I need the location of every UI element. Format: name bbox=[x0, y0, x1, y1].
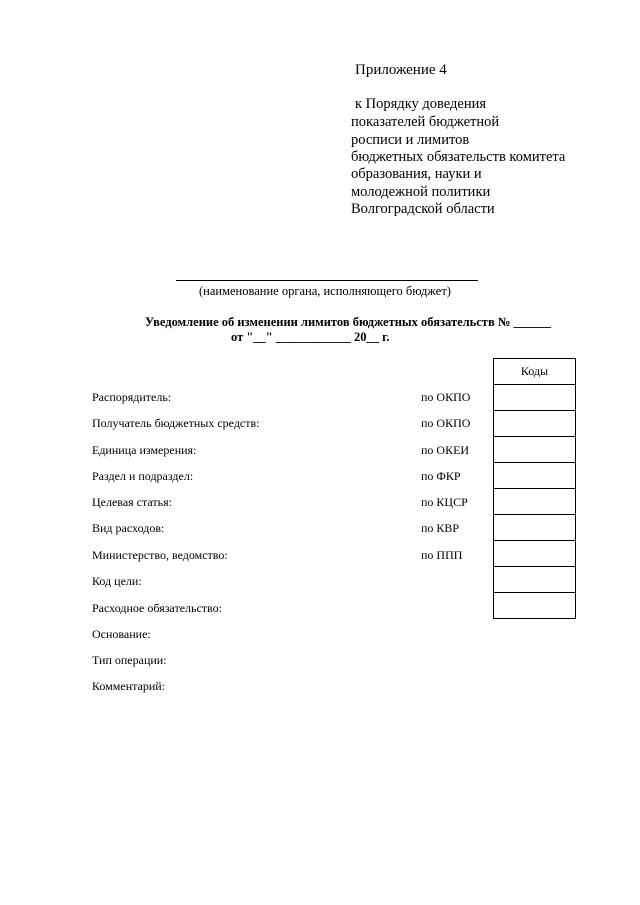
code-cell[interactable] bbox=[494, 411, 576, 437]
field-label-manager: Распорядитель: bbox=[92, 390, 172, 404]
appendix-title: Приложение 4 bbox=[355, 62, 447, 78]
field-label-obligation: Расходное обязательство: bbox=[92, 601, 222, 615]
code-label-kvr: по КВР bbox=[421, 521, 460, 535]
code-label-ppp: по ППП bbox=[421, 548, 463, 562]
code-label-okei: по ОКЕИ bbox=[421, 443, 470, 457]
codes-table bbox=[493, 358, 576, 619]
org-caption: (наименование органа, исполняющего бюджет) bbox=[199, 284, 451, 298]
appendix-line: бюджетных обязательств комитета bbox=[351, 149, 566, 165]
code-cell[interactable] bbox=[494, 489, 576, 515]
appendix-line: Волгоградской области bbox=[351, 201, 495, 217]
code-cell[interactable] bbox=[494, 567, 576, 593]
field-label-goal-code: Код цели: bbox=[92, 574, 142, 588]
appendix-line: образования, науки и bbox=[351, 166, 482, 182]
field-label-comment: Комментарий: bbox=[92, 679, 166, 693]
code-cell[interactable] bbox=[494, 437, 576, 463]
code-label-fkr: по ФКР bbox=[421, 469, 461, 483]
appendix-line: показателей бюджетной bbox=[351, 114, 500, 130]
field-label-unit: Единица измерения: bbox=[92, 443, 197, 457]
field-label-basis: Основание: bbox=[92, 627, 151, 641]
field-label-recipient: Получатель бюджетных средств: bbox=[92, 416, 260, 430]
field-label-operation-type: Тип операции: bbox=[92, 653, 167, 667]
field-label-target-article: Целевая статья: bbox=[92, 495, 172, 509]
field-label-expense-type: Вид расходов: bbox=[92, 521, 165, 535]
appendix-line: молодежной политики bbox=[351, 184, 491, 200]
notice-title: Уведомление об изменении лимитов бюджетных обязательств № ______ bbox=[145, 315, 552, 329]
code-cell[interactable] bbox=[494, 515, 576, 541]
code-label-kcsr: по КЦСР bbox=[421, 495, 468, 509]
codes-header: Коды bbox=[494, 359, 576, 385]
notice-date: от "__" ____________ 20__ г. bbox=[231, 330, 390, 344]
code-cell[interactable] bbox=[494, 463, 576, 489]
appendix-line: к Порядку доведения bbox=[355, 96, 487, 112]
code-cell[interactable] bbox=[494, 593, 576, 619]
appendix-line: росписи и лимитов bbox=[351, 132, 470, 148]
code-cell[interactable] bbox=[494, 541, 576, 567]
field-label-ministry: Министерство, ведомство: bbox=[92, 548, 228, 562]
code-cell[interactable] bbox=[494, 385, 576, 411]
code-label-okpo: по ОКПО bbox=[421, 390, 471, 404]
org-name-line[interactable] bbox=[176, 280, 478, 281]
code-label-okpo: по ОКПО bbox=[421, 416, 471, 430]
field-label-section: Раздел и подраздел: bbox=[92, 469, 194, 483]
